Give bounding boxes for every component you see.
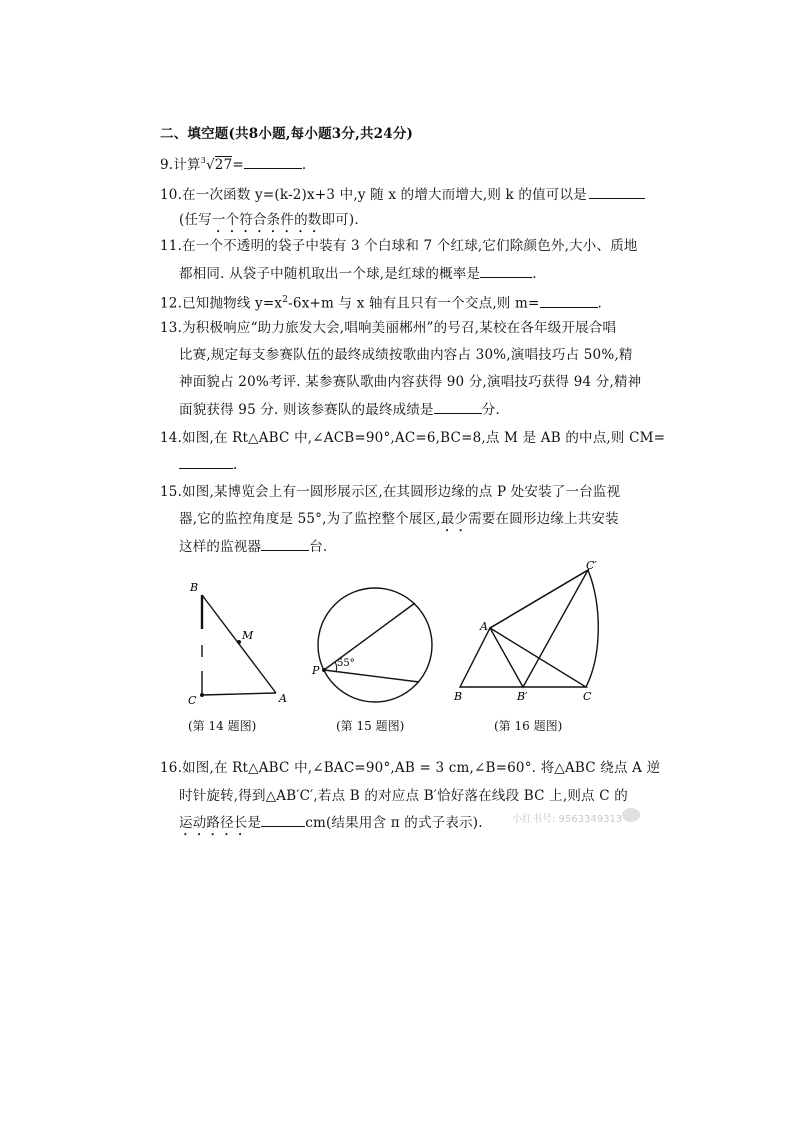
fig14-caption: (第 14 题图) (188, 719, 257, 733)
fig16-rotation-arc (586, 570, 598, 687)
q12-end: . (597, 295, 603, 312)
q10-emphasis: 一个符合条件的数 (211, 212, 322, 228)
fig16-label-a: A (480, 620, 488, 633)
q15-end: 台. (309, 539, 328, 555)
question-16-line1: 16.如图,在 Rt△ABC 中,∠BAC=90°,AB = 3 cm,∠B=60°. 将△ABC 绕点 A 逆 (160, 760, 661, 776)
fig15-point-p (322, 668, 326, 672)
answer-blank-10[interactable] (589, 186, 645, 199)
answer-blank-15[interactable] (261, 538, 309, 551)
q9-end: . (301, 157, 307, 173)
watermark-text: 小红书号: 9563349313 (512, 814, 623, 825)
q10-text2b: 即可). (321, 212, 359, 228)
q13-text: 面貌获得 95 分. 则该参赛队的最终成绩是 (179, 402, 434, 418)
q10-text2a: (任写 (179, 212, 212, 228)
fig14-point-c (200, 693, 204, 697)
figure-15-circle (305, 580, 440, 710)
cube-root (201, 157, 233, 173)
fig16-label-c-prime: C′ (586, 560, 597, 572)
question-10-line1 (160, 186, 645, 203)
figure-16-rotation (450, 560, 610, 705)
answer-blank-11[interactable] (480, 265, 532, 278)
q15-emphasis: 最少 (440, 511, 469, 527)
question-9 (160, 156, 306, 175)
question-15-line2 (179, 511, 619, 535)
question-16-line2: 时针旋转,得到△AB′C′,若点 B 的对应点 B′恰好落在线段 BC 上,则点 C 的 (179, 788, 628, 804)
answer-blank-9[interactable] (244, 156, 302, 169)
figure-14-triangle (180, 575, 290, 710)
q11-end: . (532, 266, 537, 282)
question-14-line1: 14.如图,在 Rt△ABC 中,∠ACB=90°,AC=6,BC=8,点 M 是 AB 的中点,则 CM= (160, 430, 666, 446)
fig14-side-ca (202, 693, 276, 695)
section-title: 二、填空题(共8小题,每小题3分,共24分) (160, 126, 414, 142)
q10-text: 10.在一次函数 y=(k-2)x+3 中,y 随 x 的增大而增大,则 k 的值可以是 (160, 187, 587, 203)
q13-end: 分. (481, 402, 500, 418)
question-16-line3 (179, 814, 483, 839)
fig16-triangle-abc (460, 628, 586, 687)
fig14-label-a: A (279, 692, 287, 705)
radical-index: 3 (200, 156, 206, 165)
q15-text2b: 需要在圆形边缘上共安装 (468, 511, 619, 527)
fig15-label-p: P (312, 664, 320, 677)
answer-blank-16[interactable] (261, 814, 305, 827)
answer-blank-14[interactable] (179, 456, 233, 469)
question-11-line1: 11.在一个不透明的袋子中装有 3 个白球和 7 个红球,它们除颜色外,大小、质地 (160, 238, 638, 254)
question-11-line2 (179, 265, 537, 282)
q9-number: 9. (160, 157, 174, 173)
q16-text3a: 是 (247, 815, 262, 831)
q12-exponent: 2 (282, 295, 289, 305)
question-13-line1: 13.为积极响应“助力旅发大会,唱响美丽郴州”的号召,某校在各年级开展合唱 (160, 320, 617, 336)
q15-text2a: 器,它的监控角度是 55°,为了监控整个展区, (179, 511, 441, 527)
fig16-label-b: B (454, 690, 463, 703)
q9-equals: = (232, 157, 244, 173)
answer-blank-13[interactable] (434, 401, 482, 414)
fig15-label-angle: 55° (337, 658, 355, 669)
radical-sign: √ (205, 157, 215, 173)
q15-text3: 这样的监视器 (179, 539, 262, 555)
question-15-line1: 15.如图,某博览会上有一圆形展示区,在其圆形边缘的点 P 处安装了一台监视 (160, 484, 621, 500)
watermark-logo-icon (622, 808, 640, 822)
q12-text-b: -6x+m 与 x 轴有且只有一个交点,则 m= (288, 295, 540, 312)
q16-text3b: cm(结果用含 π 的式子表示). (305, 815, 483, 831)
fig16-triangle-ab-prime-c-prime (490, 570, 588, 687)
q9-text: 计算 (173, 157, 201, 173)
q12-text-a: 12.已知抛物线 y=x (160, 295, 283, 312)
question-14-line2 (179, 456, 238, 473)
fig15-caption: (第 15 题图) (336, 719, 405, 733)
fig16-caption: (第 16 题图) (494, 719, 563, 733)
fig16-label-b-prime: B′ (517, 690, 528, 703)
fig16-segment-ac-prime (490, 570, 588, 628)
fig16-label-c: C (583, 690, 592, 703)
fig15-circle (318, 588, 432, 702)
fig14-label-c: C (188, 694, 197, 707)
question-13-line3: 神面貌占 20%考评. 某参赛队歌曲内容获得 90 分,演唱技巧获得 94 分,精神 (179, 374, 642, 390)
fig15-ray-lower (324, 670, 419, 682)
q11-text: 都相同. 从袋子中随机取出一个球,是红球的概率是 (179, 266, 481, 282)
question-10-line2 (179, 212, 359, 236)
q14-end: . (233, 457, 238, 473)
fig14-label-b: B (190, 581, 199, 594)
q16-emphasis: 运动路径长 (179, 815, 248, 831)
question-13-line2: 比赛,规定每支参赛队伍的最终成绩按歌曲内容占 30%,演唱技巧占 50%,精 (179, 347, 633, 363)
question-13-line4 (179, 401, 500, 418)
fig14-label-m: M (242, 629, 254, 642)
question-12 (160, 292, 602, 312)
radicand: 27 (214, 157, 233, 173)
answer-blank-12[interactable] (540, 295, 598, 308)
fig14-point-m (237, 640, 241, 644)
question-15-line3 (179, 538, 327, 555)
